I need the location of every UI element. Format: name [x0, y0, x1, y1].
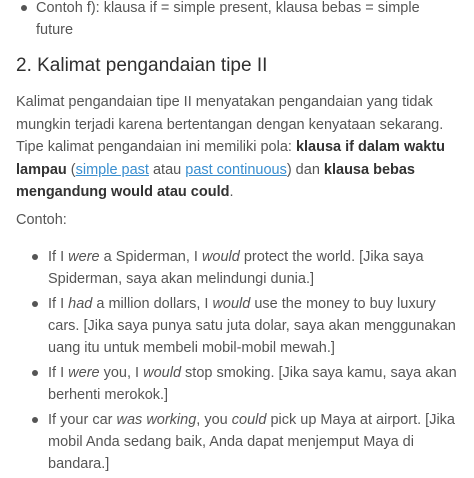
list-item-text: Contoh f): klausa if = simple present, klausa bebas = simple future — [36, 0, 420, 38]
list-item — [16, 246, 466, 290]
example-emphasis: would — [143, 365, 182, 381]
example-emphasis: could — [231, 412, 267, 428]
example-text: a Spiderman, I — [99, 249, 202, 265]
example-text: pick up Maya at airport. [Jika mobil Anda sedang baik, Anda dapat menjemput Maya di bandara.] — [48, 412, 455, 472]
paragraph-bold-text: klausa if dalam waktu lampau — [16, 139, 446, 178]
section-heading: 2. Kalimat pengandaian tipe II — [16, 55, 268, 76]
examples-label: Contoh: — [16, 212, 67, 228]
examples-list — [16, 246, 466, 478]
list-item — [18, 0, 458, 41]
example-text: If I — [48, 249, 69, 265]
example-text: If I — [48, 365, 69, 381]
example-text: stop smoking. [Jika saya kamu, saya akan berhenti merokok.] — [48, 365, 457, 403]
paragraph-text: ) dan — [286, 161, 324, 178]
paragraph-text: Kalimat pengandaian tipe II menyatakan pengandaian yang tidak mungkin terjadi karena bertentangan dengan kenyataan sekarang. Tipe kalimat pengandaian ini memiliki pola: — [16, 94, 444, 155]
section-paragraph — [16, 91, 466, 204]
example-text: use the money to buy luxury cars. [Jika saya punya satu juta dolar, saya akan menggunakan uang itu untuk membeli mobil-mobil mewah.] — [48, 296, 456, 356]
example-text: you, I — [99, 365, 144, 381]
bullet-icon — [21, 5, 27, 11]
bullet-icon — [32, 301, 38, 307]
previous-list — [18, 0, 458, 41]
example-emphasis: were — [68, 249, 100, 265]
example-text: a million dollars, I — [92, 296, 213, 312]
paragraph-bold-text: klausa bebas mengandung would atau could — [16, 161, 415, 200]
example-emphasis: was working — [116, 412, 197, 428]
example-text: , you — [196, 412, 232, 428]
bullet-icon — [32, 417, 38, 423]
example-emphasis: would — [201, 249, 240, 265]
past-continuous-link[interactable]: past continuous — [185, 161, 287, 178]
paragraph-text: . — [229, 184, 234, 200]
bullet-icon — [32, 254, 38, 260]
example-emphasis: had — [68, 296, 93, 312]
example-emphasis: would — [212, 296, 251, 312]
paragraph-text: ( — [66, 161, 76, 178]
simple-past-link[interactable]: simple past — [75, 161, 149, 178]
bullet-icon — [32, 370, 38, 376]
example-emphasis: were — [68, 365, 100, 381]
example-text: protect the world. [Jika saya Spiderman, saya akan melindungi dunia.] — [48, 249, 424, 287]
list-item — [16, 409, 466, 475]
example-text: If your car — [48, 412, 117, 428]
list-item — [16, 293, 466, 359]
example-text: If I — [48, 296, 69, 312]
paragraph-text: atau — [148, 161, 186, 178]
list-item — [16, 362, 466, 406]
